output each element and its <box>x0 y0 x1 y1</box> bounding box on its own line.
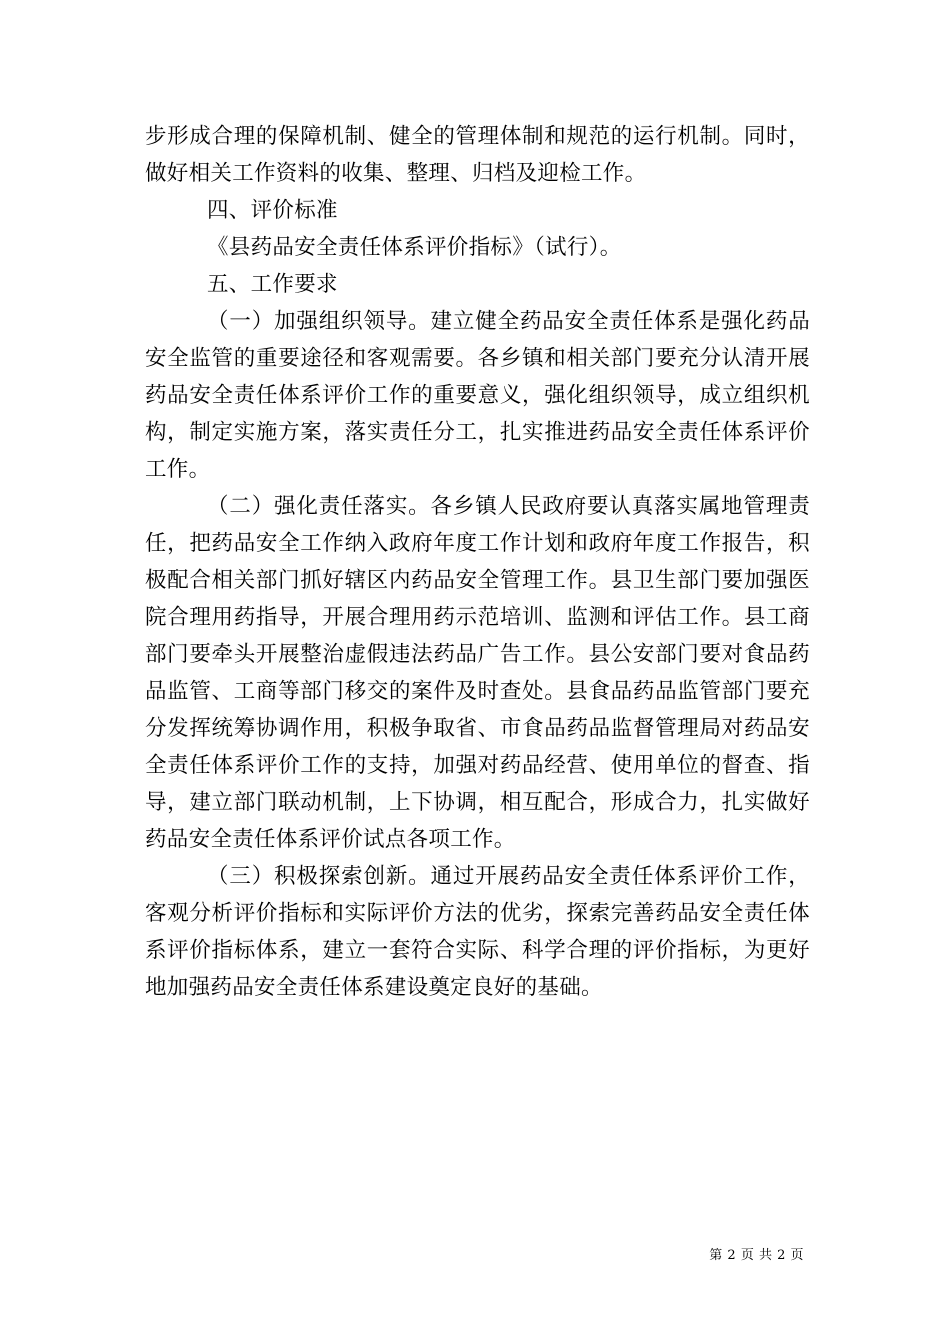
section-heading-work-requirements: 五、工作要求 <box>207 272 338 297</box>
paragraph-requirement-1: （一）加强组织领导。建立健全药品安全责任体系是强化药品安全监管的重要途径和客观需要。各乡镇和相关部门要充分认清开展药品安全责任体系评价工作的重要意义，强化组织领导，成立组织机构，制定实施方案，落实责任分工，扎实推进药品安全责任体系评价工作。 <box>145 309 810 482</box>
section-heading-evaluation-standard: 四、评价标准 <box>207 198 338 223</box>
paragraph-evaluation-index: 《县药品安全责任体系评价指标》（试行）。 <box>207 235 622 260</box>
paragraph-requirement-2: （二）强化责任落实。各乡镇人民政府要认真落实属地管理责任，把药品安全工作纳入政府年度工作计划和政府年度工作报告，积极配合相关部门抓好辖区内药品安全管理工作。县卫生部门要加强医院合理用药指导，开展合理用药示范培训、监测和评估工作。县工商部门要牵头开展整治虚假违法药品广告工作。县公安部门要对食品药品监管、工商等部门移交的案件及时查处。县食品药品监管部门要充分发挥统筹协调作用，积极争取省、市食品药品监督管理局对药品安全责任体系评价工作的支持，加强对药品经营、使用单位的督查、指导，建立部门联动机制，上下协调，相互配合，形成合力，扎实做好药品安全责任体系评价试点各项工作。 <box>145 494 810 852</box>
page-number-footer: 第 2 页 共 2 页 <box>709 1248 804 1263</box>
paragraph-continuation: 步形成合理的保障机制、健全的管理体制和规范的运行机制。同时，做好相关工作资料的收集、整理、归档及迎检工作。 <box>145 124 810 186</box>
paragraph-requirement-3: （三）积极探索创新。通过开展药品安全责任体系评价工作，客观分析评价指标和实际评价方法的优劣，探索完善药品安全责任体系评价指标体系，建立一套符合实际、科学合理的评价指标，为更好地加强药品安全责任体系建设奠定良好的基础。 <box>145 864 810 1000</box>
document-body <box>145 118 810 1006</box>
